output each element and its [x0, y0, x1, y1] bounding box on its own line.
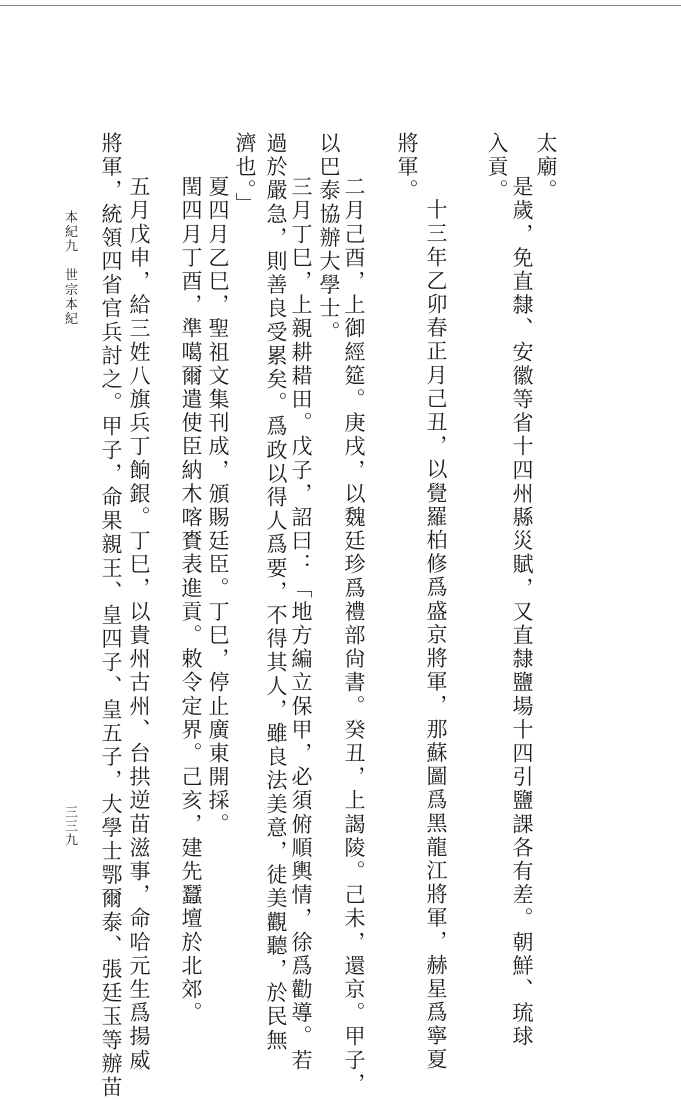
text-column-5: 將軍。: [395, 132, 419, 203]
text-column-4: 十三年乙卯春正月己丑，以覺羅柏修爲盛京將軍，那蘇圖爲黑龍江將軍，赫星爲寧夏: [424, 175, 448, 1072]
text-column-11: 夏四月乙巳，聖祖文集刊成，頒賜廷臣。丁巳，停止廣東開採。: [206, 152, 230, 837]
text-column-3: 入貢。: [485, 132, 509, 203]
text-column-10: 濟也。」: [233, 132, 257, 216]
page-number: 三三九: [62, 805, 77, 847]
text-column-7: 以巴泰協辦大學士。: [317, 132, 341, 345]
text-column-8: 三月丁巳，上親耕耤田。戊子，詔曰：「地方編立保甲，必須俯順輿情，徐爲勸導。若: [289, 152, 313, 1073]
top-rule: [0, 5, 681, 6]
text-column-6: 二月己酉，上御經筵。庚戌，以魏廷珍爲禮部尙書。癸丑，上謁陵。己未，還京。甲子，: [342, 152, 366, 1096]
text-column-9: 過於嚴急，則善良受累矣。爲政以得人爲要，不得其人，雖良法美意，徒美觀聽，於民無: [264, 132, 288, 1053]
text-column-12: 閏四月丁酉，準噶爾遣使臣納木喀賚表進貢。敕令定界。己亥，建先蠶壇於北郊。: [179, 152, 203, 1026]
text-column-2: 是歲，免直隸、安徽等省十四州縣災賦，又直隸鹽場十四引鹽課各有差。朝鮮、琉球: [510, 152, 534, 1049]
text-column-14: 將軍，統領四省官兵討之。甲子，命果親王、皇四子、皇五子，大學士鄂爾泰、張廷玉等辦苗: [99, 132, 123, 1100]
text-column-13: 五月戊申，給三姓八旗兵丁餉銀。丁巳，以貴州古州、台拱逆苗滋事，命哈元生爲揚威: [127, 152, 151, 1073]
page-title: 本紀九 世宗本紀: [62, 210, 77, 326]
text-column-1: 太廟。: [534, 132, 558, 203]
